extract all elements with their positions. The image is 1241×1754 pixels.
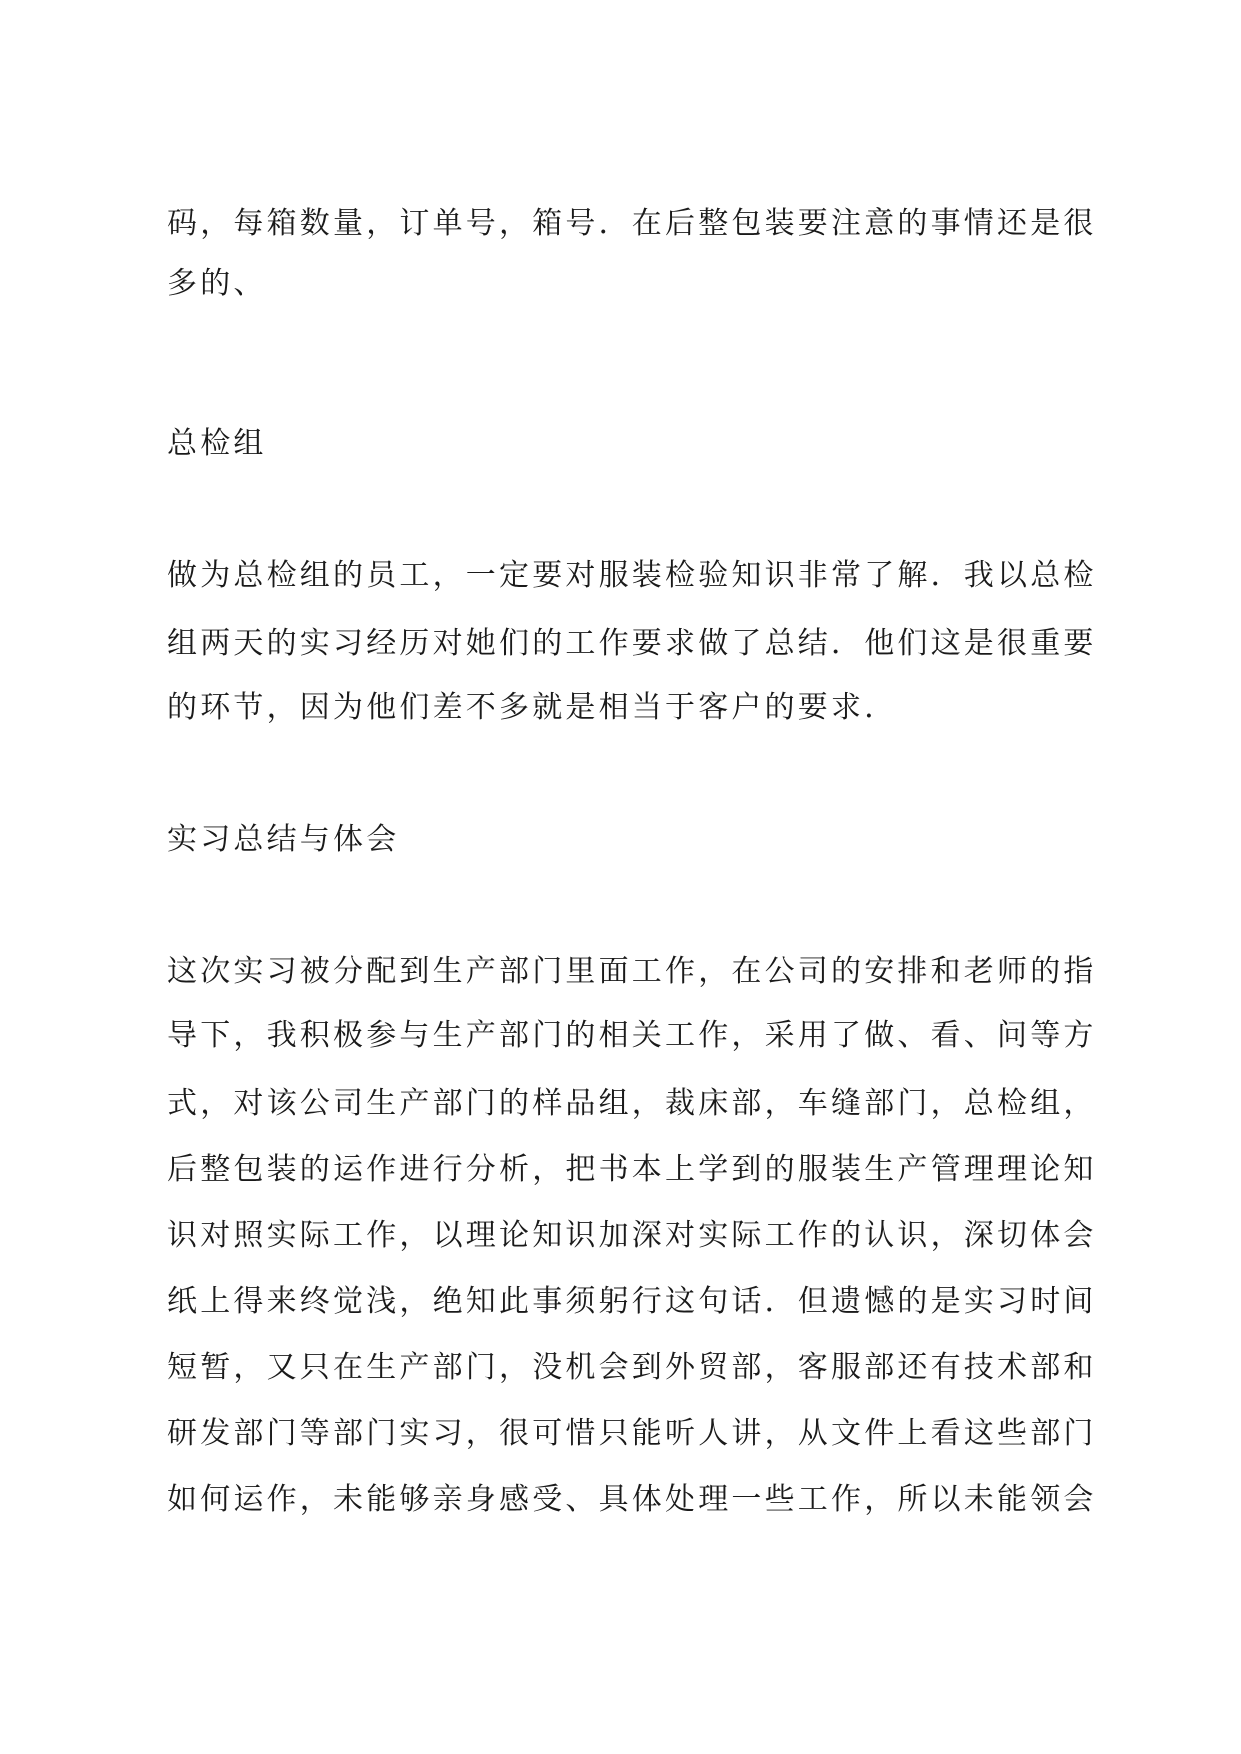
- paragraph-line: 纸上得来终觉浅，绝知此事须躬行这句话．但遗憾的是实习时间: [167, 1284, 1097, 1319]
- paragraph-line: 多的、: [167, 266, 267, 301]
- section-heading: 实习总结与体会: [167, 822, 400, 857]
- paragraph-line: 如何运作，未能够亲身感受、具体处理一些工作，所以未能领会: [167, 1482, 1097, 1517]
- paragraph-line: 导下，我积极参与生产部门的相关工作，采用了做、看、问等方: [167, 1018, 1097, 1053]
- paragraph-line: 的环节，因为他们差不多就是相当于客户的要求．: [167, 690, 898, 725]
- paragraph-line: 做为总检组的员工，一定要对服装检验知识非常了解．我以总检: [167, 558, 1097, 593]
- paragraph-line: 式，对该公司生产部门的样品组，裁床部，车缝部门，总检组，: [167, 1086, 1097, 1121]
- section-heading: 总检组: [167, 426, 267, 461]
- paragraph-line: 识对照实际工作，以理论知识加深对实际工作的认识，深切体会: [167, 1218, 1097, 1253]
- paragraph-line: 研发部门等部门实习，很可惜只能听人讲，从文件上看这些部门: [167, 1416, 1097, 1451]
- paragraph-line: 短暂，又只在生产部门，没机会到外贸部，客服部还有技术部和: [167, 1350, 1097, 1385]
- paragraph-line: 组两天的实习经历对她们的工作要求做了总结．他们这是很重要: [167, 626, 1097, 661]
- paragraph-line: 这次实习被分配到生产部门里面工作，在公司的安排和老师的指: [167, 954, 1097, 989]
- paragraph-line: 码，每箱数量，订单号，箱号．在后整包装要注意的事情还是很: [167, 206, 1097, 241]
- paragraph-line: 后整包装的运作进行分析，把书本上学到的服装生产管理理论知: [167, 1152, 1097, 1187]
